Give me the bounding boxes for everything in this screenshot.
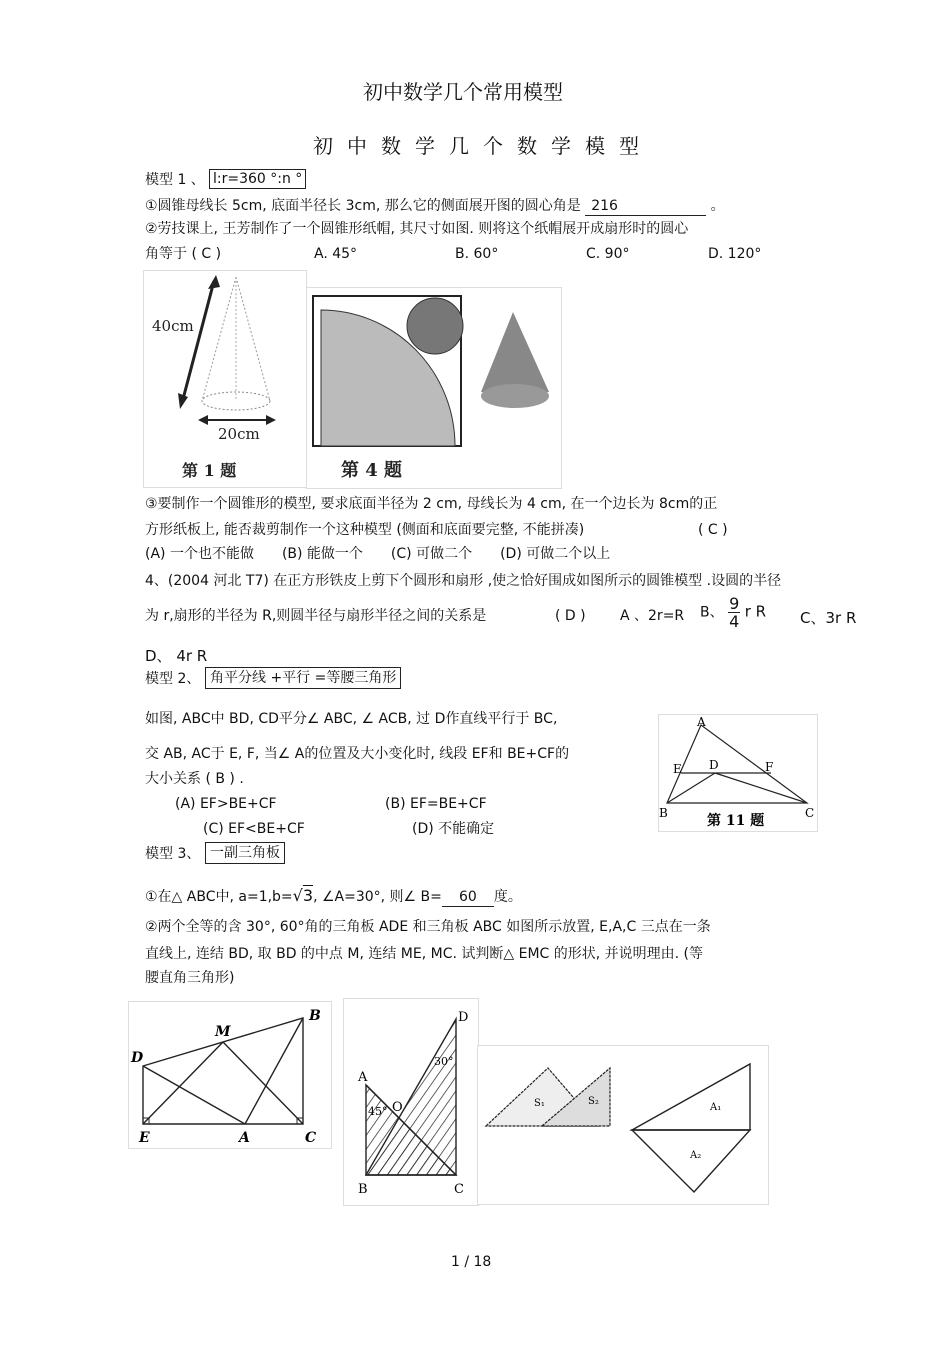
fig-label-c: C: [805, 806, 815, 820]
m1-q4-opt-b-post: r R: [744, 602, 767, 621]
fig-a-label-a: A: [239, 1130, 250, 1146]
m3-q1-pre: ①在△ ABC中, a=1,b=: [145, 889, 293, 905]
figure-cone-hat: [143, 270, 307, 488]
fig1-caption: 第 1 题: [182, 461, 237, 480]
m1-q4-opt-d: D、 4r R: [145, 647, 208, 665]
fig11-caption: 第 11 题: [707, 813, 765, 829]
section-title: 初中数学几个数学模型: [313, 134, 653, 158]
fig-c-label-s1: S₁: [534, 1098, 545, 1109]
m1-q3-line2: 方形纸板上, 能否裁剪制作一个这种模型 (侧面和底面要完整, 不能拼凑): [145, 522, 585, 538]
model-3-label: 模型 3、: [145, 846, 201, 862]
m2-opt-a: (A) EF>BE+CF: [175, 796, 277, 812]
m3-q2-line2: 直线上, 连结 BD, 取 BD 的中点 M, 连结 ME, MC. 试判断△ EMC 的形状, 并说明理由. (等: [145, 946, 704, 962]
fig-label-e: E: [673, 762, 682, 776]
model-1-formula: l:r=360 °:n °: [209, 169, 306, 189]
fig-b-angle-30: 30°: [434, 1055, 454, 1068]
m3-q1-answer: 60: [442, 888, 494, 907]
fig-c-label-s2: S₂: [588, 1096, 599, 1107]
figure-triangle-areas: [477, 1045, 769, 1205]
m1-q2-opt-b: B. 60°: [455, 246, 499, 262]
page-number: 1 / 18: [451, 1254, 492, 1270]
page-title: 初中数学几个常用模型: [363, 80, 563, 104]
fig-a-label-b: B: [309, 1008, 321, 1024]
figure-set-squares-hatched: [343, 998, 479, 1206]
fig4-caption: 第 4 题: [341, 460, 403, 481]
figure-triangle-bisector: [658, 714, 818, 832]
m2-line2: 交 AB, AC于 E, F, 当∠ A的位置及大小变化时, 线段 EF和 BE+CF的: [145, 746, 570, 762]
sqrt-sign: √: [292, 886, 303, 905]
fig-a-label-e: E: [139, 1130, 150, 1146]
m3-q1-sqrt: 3: [302, 886, 314, 905]
fraction-numerator: 9: [729, 594, 740, 613]
m3-q1-end: 度。: [493, 889, 522, 905]
figure-quadrilateral-m: [128, 1001, 332, 1149]
m1-q1-end: 。: [710, 198, 725, 214]
m1-q4-opt-b-pre: B、: [700, 604, 724, 621]
fig-b-angle-45: 45°: [368, 1105, 388, 1118]
m3-q1-mid: , ∠A=30°, 则∠ B=: [313, 889, 442, 905]
m1-q2-line2: 角等于 ( C ): [145, 246, 222, 262]
fig-label-b: B: [659, 806, 668, 820]
fig-a-label-m: M: [215, 1024, 231, 1040]
m3-q1: [145, 887, 522, 907]
m2-line1: 如图, ABC中 BD, CD平分∠ ABC, ∠ ACB, 过 D作直线平行于 BC,: [145, 711, 558, 727]
fig-c-label-a2: A₂: [690, 1150, 702, 1161]
m1-q4-line2: 为 r,扇形的半径为 R,则圆半径与扇形半径之间的关系是: [145, 608, 487, 624]
fig1-base-label: 20cm: [218, 425, 260, 443]
fig-b-label-a: A: [358, 1070, 368, 1085]
fig-label-a: A: [697, 715, 706, 729]
fig-b-label-c: C: [454, 1182, 464, 1197]
m1-q4-line1: 4、(2004 河北 T7) 在正方形铁皮上剪下个圆形和扇形 ,使之恰好围成如图所示的圆锥模型 .设圆的半径: [145, 573, 782, 589]
m1-q3-options: (A) 一个也不能做 (B) 能做一个 (C) 可做二个 (D) 可做二个以上: [145, 546, 611, 562]
m1-q1-answer: 216: [585, 197, 706, 216]
m1-q2-opt-d: D. 120°: [708, 246, 762, 262]
fig-a-label-d: D: [131, 1050, 144, 1066]
m2-opt-b: (B) EF=BE+CF: [385, 796, 487, 812]
m1-q4-answer: ( D ): [555, 608, 586, 624]
fig-c-label-a1: A₁: [710, 1102, 722, 1113]
model-2-label: 模型 2、: [145, 671, 201, 687]
m1-q1-text: ①圆锥母线长 5cm, 底面半径长 3cm, 那么它的侧面展开图的圆心角是: [145, 198, 581, 214]
model-1-label: 模型 1 、: [145, 172, 205, 188]
m2-line3: 大小关系 ( B ) .: [145, 771, 244, 787]
m1-q3-line1: ③要制作一个圆锥形的模型, 要求底面半径为 2 cm, 母线长为 4 cm, 在一个边长为 8cm的正: [145, 496, 718, 512]
fraction: [728, 595, 740, 630]
fig-b-label-o: O: [392, 1100, 403, 1115]
m1-q4-opt-b: [700, 595, 766, 630]
figure-sector-circle: [306, 287, 562, 489]
m3-q2-line3: 腰直角三角形): [145, 970, 235, 986]
m1-q4-opt-a: A 、2r=R: [620, 608, 685, 624]
model-2-formula: 角平分线 +平行 =等腰三角形: [205, 667, 401, 689]
m1-q2-line1: ②劳技课上, 王芳制作了一个圆锥形纸帽, 其尺寸如图. 则将这个纸帽展开成扇形时的圆心: [145, 221, 689, 237]
m1-q4-opt-c: C、3r R: [800, 609, 857, 627]
fig1-slant-label: 40cm: [152, 317, 194, 335]
m1-q2-opt-a: A. 45°: [314, 246, 358, 262]
fig-b-label-b: B: [358, 1182, 368, 1197]
m1-q3-answer: ( C ): [698, 522, 728, 538]
m2-opt-d: (D) 不能确定: [412, 821, 495, 837]
model-3-formula: 一副三角板: [205, 842, 285, 864]
m1-q2-opt-c: C. 90°: [586, 246, 630, 262]
fraction-denominator: 4: [729, 612, 740, 631]
fig-label-d: D: [709, 758, 719, 772]
fig-label-f: F: [765, 760, 774, 774]
m3-q2-line1: ②两个全等的含 30°, 60°角的三角板 ADE 和三角板 ABC 如图所示放置, E,A,C 三点在一条: [145, 919, 711, 935]
m2-opt-c: (C) EF<BE+CF: [203, 821, 305, 837]
fig-b-label-d: D: [458, 1010, 469, 1025]
m1-q1: [145, 197, 725, 216]
fig-a-label-c: C: [305, 1130, 317, 1146]
